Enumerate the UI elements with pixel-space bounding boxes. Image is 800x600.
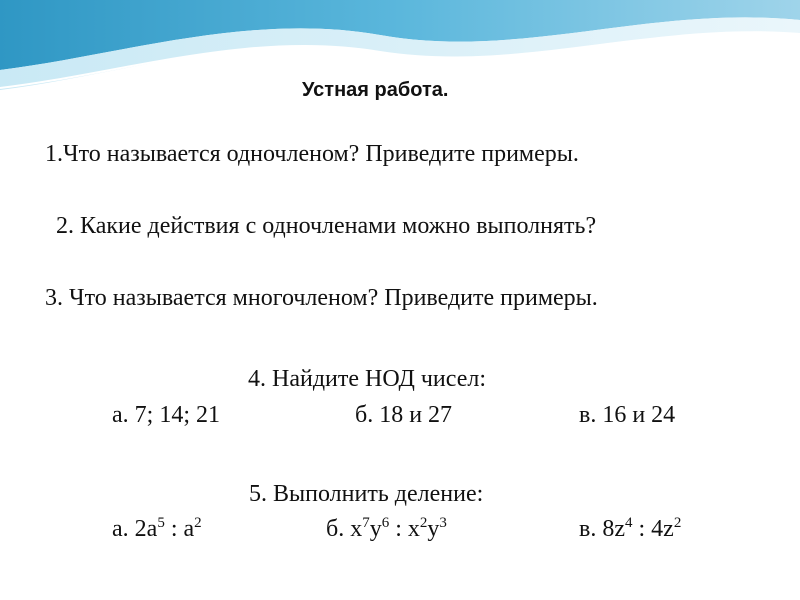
question-5-label: 5. Выполнить деление: bbox=[249, 481, 484, 507]
question-4-label: 4. Найдите НОД чисел: bbox=[248, 366, 487, 392]
slide-title: Устная работа. bbox=[302, 79, 449, 101]
question-2: 2. Какие действия с одночленами можно выполнять? bbox=[56, 213, 597, 239]
option-b-middle-1: у bbox=[369, 516, 382, 542]
option-b-exponent-4: 3 bbox=[439, 515, 447, 531]
option-a-prefix: а. 2а bbox=[112, 516, 158, 542]
option-b-exponent-3: 2 bbox=[419, 515, 428, 531]
question-3: 3. Что называется многочленом? Приведите примеры. bbox=[45, 285, 598, 311]
option-c-exponent-1: 4 bbox=[624, 515, 633, 531]
option-b-middle-2: : х bbox=[389, 516, 420, 542]
option-a-exponent-2: 2 bbox=[194, 515, 202, 531]
question-4-option-c: в. 16 и 24 bbox=[579, 402, 676, 428]
option-b-prefix: б. х bbox=[326, 516, 363, 542]
question-5-option-a bbox=[112, 514, 202, 544]
question-4-option-b: б. 18 и 27 bbox=[355, 402, 453, 428]
option-a-middle: : а bbox=[164, 516, 195, 542]
question-5-option-b bbox=[326, 514, 447, 544]
option-c-middle: : 4z bbox=[632, 516, 674, 542]
option-c-prefix: в. 8z bbox=[579, 516, 625, 542]
option-a-exponent-1: 5 bbox=[157, 515, 165, 531]
question-4-option-a: а. 7; 14; 21 bbox=[112, 402, 220, 428]
option-b-middle-3: у bbox=[427, 516, 440, 542]
option-b-exponent-1: 7 bbox=[362, 515, 370, 531]
option-c-exponent-2: 2 bbox=[673, 515, 682, 531]
question-1: 1.Что называется одночленом? Приведите примеры. bbox=[45, 141, 579, 167]
question-5-option-c bbox=[579, 514, 681, 544]
option-b-exponent-2: 6 bbox=[381, 515, 390, 531]
